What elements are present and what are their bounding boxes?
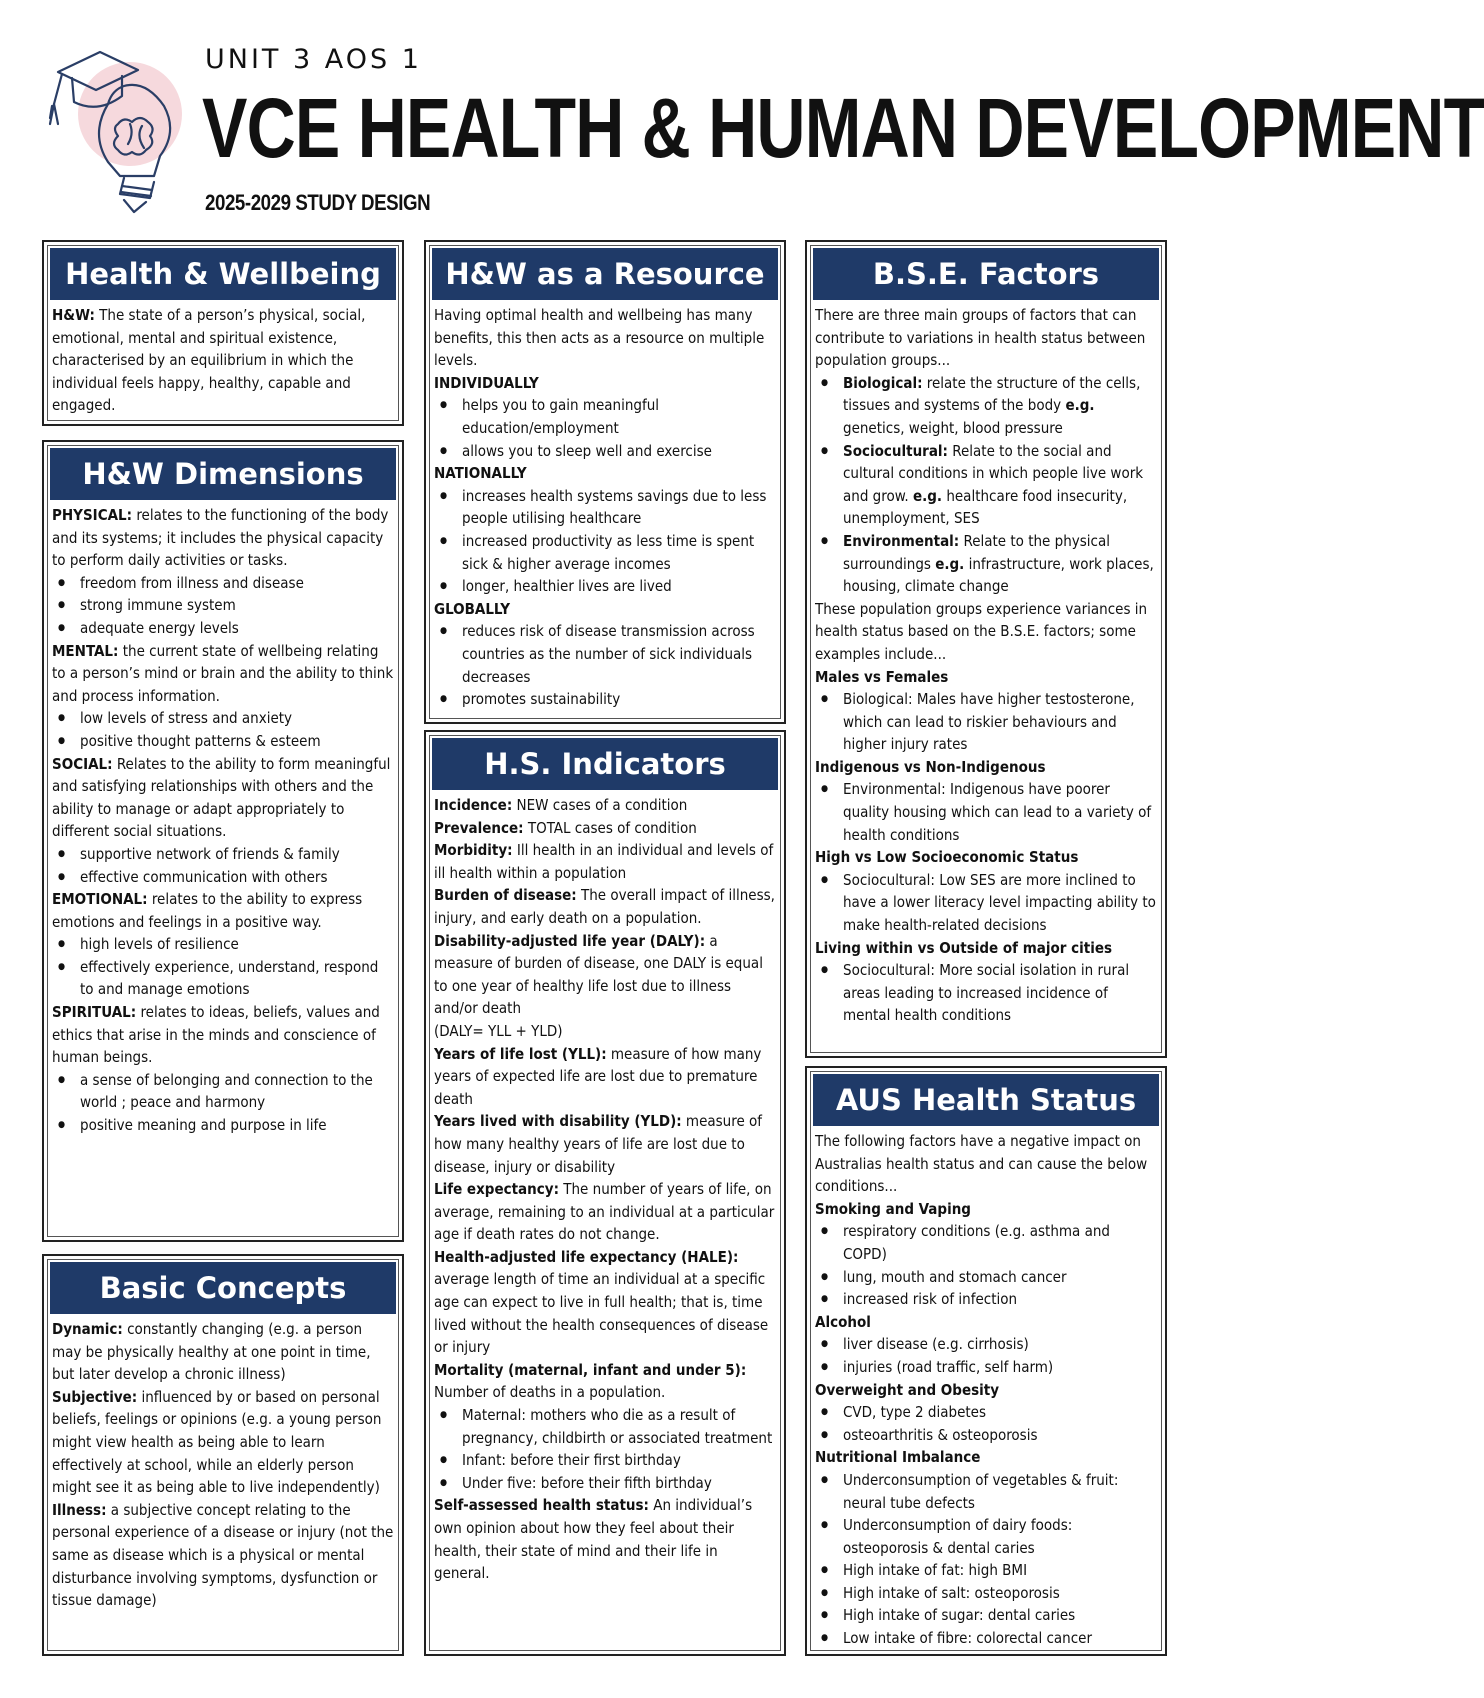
list-item: ● positive thought patterns & esteem <box>80 730 394 753</box>
list-item: ● Infant: before their first birthday <box>462 1449 776 1472</box>
card-title: H&W as a Resource <box>432 248 778 300</box>
list-item: ● osteoarthritis & osteoporosis <box>843 1424 1157 1447</box>
card-bse-factors <box>805 240 1167 1058</box>
indicator-daly: Disability-adjusted life year (DALY): a measure of burden of disease, one DALY is equal to one year of healthy life lost due to illness and/or death <box>434 931 763 1018</box>
list-item: ● helps you to gain meaningful education/employment <box>462 394 776 439</box>
list-item: ● freedom from illness and disease <box>80 572 394 595</box>
concept-subjective: Subjective: influenced by or based on personal beliefs, feelings or opinions (e.g. a young person might view health as being able to learn effectively at school, while an elderly person might see it as being able to live independently) <box>52 1387 382 1497</box>
list-item: ● increased risk of infection <box>843 1288 1157 1311</box>
dimension-emotional: EMOTIONAL: relates to the ability to express emotions and feelings in a positive way. <box>52 890 363 931</box>
graduation-cap-lightbulb-brain-icon <box>38 44 188 222</box>
list-item: ● High intake of sugar: dental caries <box>843 1604 1157 1627</box>
group-heading: Indigenous vs Non-Indigenous <box>815 757 1046 776</box>
section-heading: INDIVIDUALLY <box>434 373 539 392</box>
card-title: H.S. Indicators <box>432 738 778 790</box>
list-item: ● a sense of belonging and connection to the world ; peace and harmony <box>80 1069 394 1114</box>
card-hs-indicators <box>424 730 786 1656</box>
card-title: Health & Wellbeing <box>50 248 396 300</box>
card-title: Basic Concepts <box>50 1262 396 1314</box>
list-item: ● Underconsumption of vegetables & fruit: neural tube defects <box>843 1469 1157 1514</box>
card-body <box>426 794 784 1585</box>
indicator-yld: Years lived with disability (YLD): measure of how many healthy years of life are lost due to disease, injury or disability <box>434 1112 763 1176</box>
list-item: ● effective communication with others <box>80 866 394 889</box>
card-hw-resource <box>424 240 786 724</box>
dimension-spiritual: SPIRITUAL: relates to ideas, beliefs, values and ethics that arise in the minds and conscience of human beings. <box>52 1003 380 1067</box>
list-item: ● increased productivity as less time is spent sick & higher average incomes <box>462 530 776 575</box>
factor-sociocultural: ● Sociocultural: Relate to the social and cultural conditions in which people live work and grow. e.g. healthcare food insecurity, unemployment, SES <box>843 440 1157 530</box>
list-item: ● Under five: before their fifth birthday <box>462 1472 776 1495</box>
card-body <box>807 1130 1165 1650</box>
indicator-life-expectancy: Life expectancy: The number of years of life, on average, remaining to an individual at a particular age if death rates do not change. <box>434 1180 775 1244</box>
indicator-burden-of-disease: Burden of disease: The overall impact of illness, injury, and early death on a population. <box>434 886 775 927</box>
list-item: ● adequate energy levels <box>80 617 394 640</box>
indicator-mortality: Mortality (maternal, infant and under 5): Number of deaths in a population. <box>434 1360 747 1402</box>
indicator-incidence: Incidence: NEW cases of a condition <box>434 796 688 814</box>
card-title: B.S.E. Factors <box>813 248 1159 300</box>
list-item: ● positive meaning and purpose in life <box>80 1114 394 1137</box>
definition: H&W: The state of a person’s physical, social, emotional, mental and spiritual existence, characterised by an equilibrium in which the individual feels happy, healthy, capable and engaged. <box>52 306 366 415</box>
unit-label: UNIT 3 AOS 1 <box>205 44 422 75</box>
dimension-mental: MENTAL: the current state of wellbeing relating to a person’s mind or brain and the ability to think and process information. <box>52 641 394 705</box>
list-item: ● longer, healthier lives are lived <box>462 575 776 598</box>
indicator-yll: Years of life lost (YLL): measure of how many years of expected life are lost due to premature death <box>434 1044 762 1108</box>
group-heading: High vs Low Socioeconomic Status <box>815 848 1079 867</box>
list-item: ● promotes sustainability <box>462 688 776 711</box>
list-item: ● Sociocultural: More social isolation in rural areas leading to increased incidence of mental health conditions <box>843 959 1157 1027</box>
dimension-social: SOCIAL: Relates to the ability to form meaningful and satisfying relationships with others and the ability to manage or adapt appropriately to different social situations. <box>52 754 391 841</box>
list-item: ● effectively experience, understand, respond to and manage emotions <box>80 956 394 1001</box>
list-item: ● Maternal: mothers who die as a result of pregnancy, childbirth or associated treatment <box>462 1404 776 1449</box>
list-item: ● low levels of stress and anxiety <box>80 707 394 730</box>
dimension-physical: PHYSICAL: relates to the functioning of the body and its systems; it includes the physical capacity to perform daily activities or tasks. <box>52 506 389 570</box>
section-heading: NATIONALLY <box>434 464 527 483</box>
list-item: ● high levels of resilience <box>80 933 394 956</box>
list-item: ● High intake of fat: high BMI <box>843 1559 1157 1582</box>
intro-text: There are three main groups of factors that can contribute to variations in health status between population groups... <box>815 306 1146 370</box>
page-title: VCE HEALTH & HUMAN DEVELOPMENT <box>202 81 1484 175</box>
list-item: ● High intake of salt: osteoporosis <box>843 1582 1157 1605</box>
list-item: ● liver disease (e.g. cirrhosis) <box>843 1333 1157 1356</box>
list-item: ● Environmental: Indigenous have poorer quality housing which can lead to a variety of health conditions <box>843 778 1157 846</box>
list-item: ● Biological: Males have higher testosterone, which can lead to riskier behaviours and higher injury rates <box>843 688 1157 756</box>
intro-text: The following factors have a negative impact on Australias health status and can cause the below conditions... <box>815 1132 1148 1196</box>
list-item: ● increases health systems savings due to less people utilising healthcare <box>462 485 776 530</box>
list-item: ● strong immune system <box>80 594 394 617</box>
list-item: ● injuries (road traffic, self harm) <box>843 1356 1157 1379</box>
concept-dynamic: Dynamic: constantly changing (e.g. a person may be physically healthy at one point in time, but later develop a chronic illness) <box>52 1320 371 1384</box>
factor-heading: Nutritional Imbalance <box>815 1448 981 1467</box>
indicator-self-assessed-health: Self-assessed health status: An individual’s own opinion about how they feel about their health, their state of mind and their life in general. <box>434 1496 753 1583</box>
card-title: AUS Health Status <box>813 1074 1159 1126</box>
card-aus-health-status <box>805 1066 1167 1656</box>
factor-heading: Overweight and Obesity <box>815 1380 999 1399</box>
factor-heading: Alcohol <box>815 1312 871 1331</box>
card-body <box>44 504 402 1137</box>
list-item: ● supportive network of friends & family <box>80 843 394 866</box>
group-heading: Males vs Females <box>815 667 949 686</box>
card-body <box>426 304 784 711</box>
card-body <box>807 304 1165 1027</box>
factor-biological: ● Biological: relate the structure of the cells, tissues and systems of the body e.g. genetics, weight, blood pressure <box>843 372 1157 440</box>
concept-illness: Illness: a subjective concept relating to the personal experience of a disease or injury (not the same as disease which is a physical or mental disturbance involving symptoms, dysfunction or tissue damage) <box>52 1500 394 1610</box>
group-heading: Living within vs Outside of major cities <box>815 938 1113 957</box>
factor-environmental: ● Environmental: Relate to the physical surroundings e.g. infrastructure, work places, housing, climate change <box>843 530 1157 598</box>
list-item: ● allows you to sleep well and exercise <box>462 440 776 463</box>
card-title: H&W Dimensions <box>50 448 396 500</box>
indicator-prevalence: Prevalence: TOTAL cases of condition <box>434 818 697 837</box>
mid-text: These population groups experience variances in health status based on the B.S.E. factors; some examples include... <box>815 599 1148 663</box>
list-item: ● respiratory conditions (e.g. asthma and COPD) <box>843 1220 1157 1265</box>
daly-formula: (DALY= YLL + YLD) <box>434 1021 563 1040</box>
card-body <box>44 304 402 417</box>
indicator-hale: Health-adjusted life expectancy (HALE): average length of time an individual at a specific age can expect to live in full health; that is, time lived without the health consequences of disease or injury <box>434 1247 769 1357</box>
study-design-label: 2025-2029 STUDY DESIGN <box>205 190 431 215</box>
card-hw-dimensions <box>42 440 404 1242</box>
list-item: ● Low intake of fibre: colorectal cancer <box>843 1627 1157 1650</box>
card-basic-concepts <box>42 1254 404 1656</box>
list-item: ● lung, mouth and stomach cancer <box>843 1266 1157 1289</box>
list-item: ● Sociocultural: Low SES are more inclined to have a lower literacy level impacting ability to make health-related decisions <box>843 869 1157 937</box>
list-item: ● CVD, type 2 diabetes <box>843 1401 1157 1424</box>
card-body <box>44 1318 402 1612</box>
list-item: ● Underconsumption of dairy foods: osteoporosis & dental caries <box>843 1514 1157 1559</box>
intro-text: Having optimal health and wellbeing has many benefits, this then acts as a resource on multiple levels. <box>434 306 765 370</box>
indicator-morbidity: Morbidity: Ill health in an individual and levels of ill health within a population <box>434 841 774 882</box>
list-item: ● reduces risk of disease transmission across countries as the number of sick individuals decreases <box>462 620 776 688</box>
factor-heading: Smoking and Vaping <box>815 1199 971 1218</box>
section-heading: GLOBALLY <box>434 599 510 618</box>
card-health-wellbeing <box>42 240 404 426</box>
